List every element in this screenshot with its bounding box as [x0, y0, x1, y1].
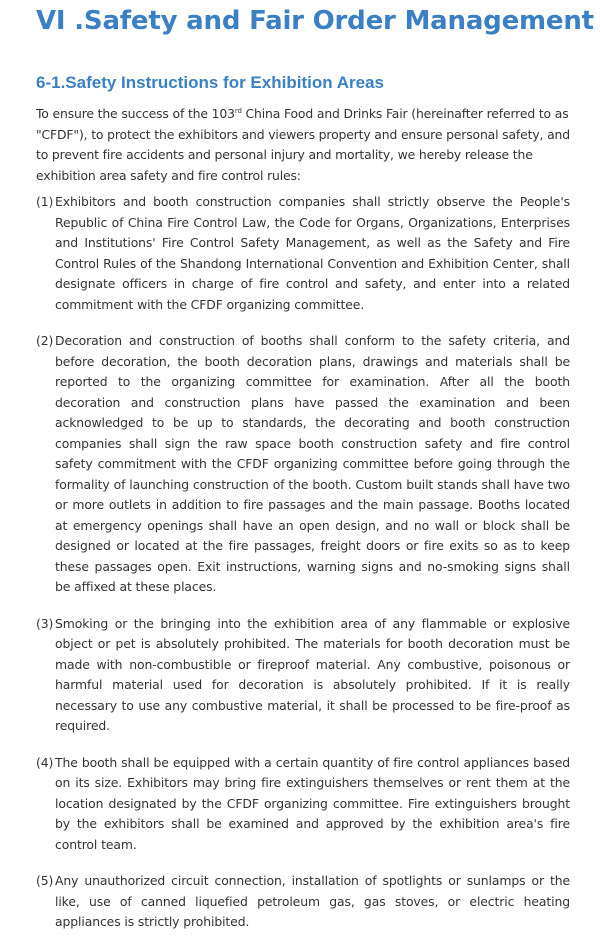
rule-number: (1) — [36, 194, 54, 209]
rule-text: Any unauthorized circuit connection, installation of spotlights or sunlamps or the like, use of canned liquefied petroleum gas, gas stoves, or electric heating appliances is strictly prohibited. — [55, 873, 570, 929]
chapter-title: VI .Safety and Fair Order Management — [36, 6, 594, 36]
rule-item-5 — [36, 871, 570, 933]
rule-number: (5) — [36, 873, 54, 888]
rule-number: (4) — [36, 754, 54, 770]
intro-paragraph — [36, 104, 572, 186]
rule-text: Exhibitors and booth construction companies shall strictly observe the People's Republic of China Fire Control Law, the Code for Organs, Organizations, Enterprises and Institutions' Fire Control Safety Management, as well as the Safety and Fire Control Rules of the Shandong International Convention and Exhibition Center, shall designate officers in charge of fire control and safety, and enter into a related commitment with the CFDF organizing committee. — [55, 194, 570, 312]
rule-text: Decoration and construction of booths shall conform to the safety criteria, and before decoration, the booth decoration plans, drawings and materials shall be reported to the organizing committee for examination. After all the booth decoration and construction plans have passed the examination and been acknowledged to be up to standards, the decorating and booth construction companies shall sign the raw space booth construction safety and fire control safety commitment with the CFDF organizing committee before going through the formality of launching construction of the booth. Custom built stands shall have two or more outlets in addition to fire passages and the main passage. Booths located at emergency openings shall have an open design, and no wall or block shall be designed or located at the fire passages, freight doors or fire exits so as to keep these passages open. Exit instructions, warning signs and no-smoking signs shall be affixed at these places. — [55, 333, 570, 594]
rule-item-2 — [36, 331, 570, 598]
rules-list — [36, 192, 570, 949]
section-title: 6-1.Safety Instructions for Exhibition Areas — [36, 73, 384, 92]
intro-text-start: To ensure the success of the 103 — [36, 106, 235, 121]
rule-item-4 — [36, 753, 570, 856]
rule-text: Smoking or the bringing into the exhibition area of any flammable or explosive object or pet is absolutely prohibited. The materials for booth decoration must be made with non-combustible or fireproof material. Any combustive, poisonous or harmful material used for decoration is absolutely prohibited. If it is really necessary to use any combustive material, it shall be processed to be fire-proof as required. — [55, 615, 570, 733]
rule-item-1 — [36, 192, 570, 315]
rule-item-3 — [36, 614, 570, 737]
rule-number: (3) — [36, 615, 54, 631]
rule-text: The booth shall be equipped with a certain quantity of fire control appliances based on its size. Exhibitors may bring fire extinguishers themselves or rent them at the location designated by the CFDF organizing committee. Fire extinguishers brought by the exhibitors shall be examined and approved by the exhibition area's fire control team. — [55, 754, 570, 852]
intro-ordinal-suffix: rd — [234, 106, 242, 115]
rule-number: (2) — [36, 333, 54, 348]
intro-text-end: China Food and Drinks Fair (hereinafter referred to as "CFDF"), to protect the exhibitors and viewers property and ensure personal safety, and to prevent fire accidents and personal injury and mortality, we hereby release the exhibition area safety and fire control rules: — [36, 106, 570, 183]
